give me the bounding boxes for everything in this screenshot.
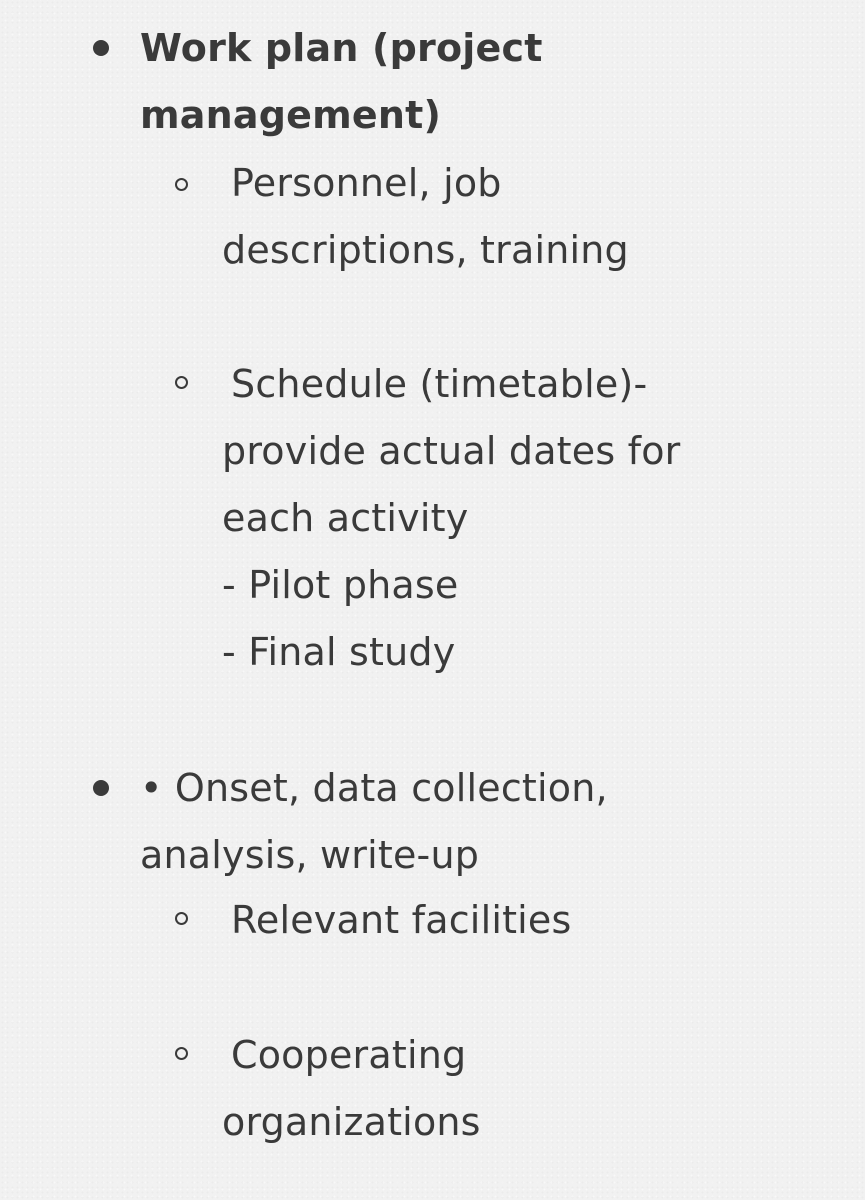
bullet-icon — [93, 40, 109, 56]
sub-list-item-text: Schedule (timetable)- — [231, 362, 648, 406]
list-item-text: analysis, write-up — [140, 833, 480, 877]
list-item-text: management) — [140, 93, 442, 137]
hollow-bullet-icon — [175, 178, 188, 191]
list-item-text: Work plan (project — [140, 26, 543, 70]
sub-list-item-text: - Pilot phase — [222, 563, 459, 607]
sub-list-item-text: descriptions, training — [222, 228, 629, 272]
sub-list-item-text: Cooperating — [231, 1033, 467, 1077]
hollow-bullet-icon — [175, 1047, 188, 1060]
bullet-icon — [93, 780, 109, 796]
hollow-bullet-icon — [175, 376, 188, 389]
sub-list-item-text: - Final study — [222, 630, 456, 674]
hollow-bullet-icon — [175, 912, 188, 925]
list-item-text: • Onset, data collection, — [140, 766, 608, 810]
sub-list-item-text: organizations — [222, 1100, 481, 1144]
sub-list-item-text: provide actual dates for — [222, 429, 681, 473]
sub-list-item-text: Relevant facilities — [231, 898, 572, 942]
sub-list-item-text: Personnel, job — [231, 161, 502, 205]
sub-list-item-text: each activity — [222, 496, 469, 540]
